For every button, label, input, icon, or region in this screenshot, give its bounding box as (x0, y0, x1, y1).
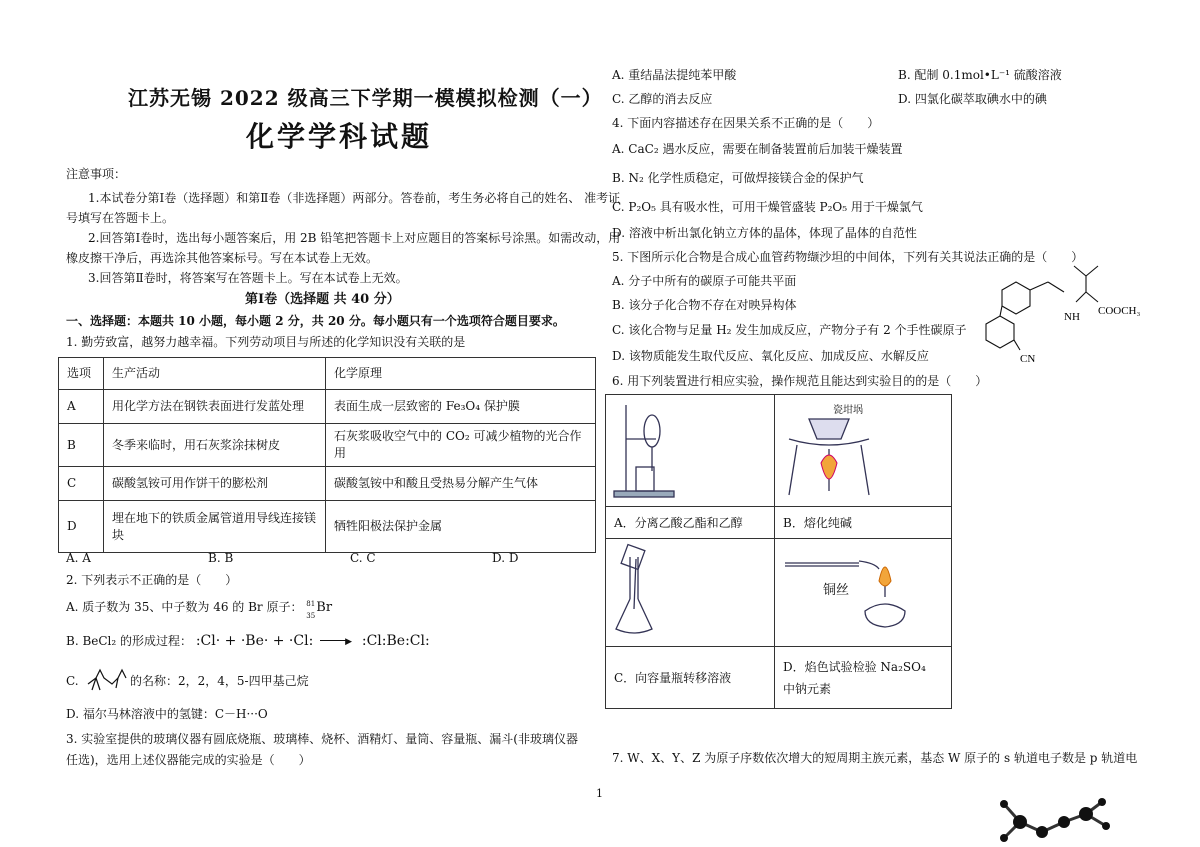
q6-table (605, 394, 952, 709)
q5-option-a: A. 分子中所有的碳原子可能共平面 (612, 274, 797, 288)
q2-a (66, 599, 333, 620)
struct-cn-label: CN (1020, 353, 1036, 365)
q2-stem: 2. 下列表示不正确的是（ ） (66, 573, 238, 587)
element-symbol: Br (316, 599, 333, 615)
q6-option-b: B．熔化纯碱 (775, 507, 952, 539)
table-row (606, 395, 952, 507)
q4-option-b: B. N₂ 化学性质稳定，可做焊接镁合金的保护气 (612, 171, 864, 185)
note-2a: 2.回答第Ⅰ卷时，选出每小题答案后，用 2B 铅笔把答题卡上对应题目的答案标号涂黑。如需改动，用 (88, 231, 621, 245)
volumetric-flask-transfer-icon (606, 539, 774, 643)
q6-option-c: C．向容量瓶转移溶液 (606, 647, 775, 709)
q3-option-d: D. 四氯化碳萃取碘水中的碘 (898, 92, 1047, 106)
table-row (59, 501, 596, 553)
q4-stem: 4. 下面内容描述存在因果关系不正确的是（ ） (612, 116, 880, 130)
table-cell: C (59, 467, 104, 501)
valsartan-intermediate-structure (968, 262, 1158, 368)
separatory-funnel-apparatus-icon (606, 395, 774, 503)
molecule-ball-stick-icon (990, 792, 1130, 846)
note-2b: 橡皮擦干净后，再选涂其他答案标号。写在本试卷上无效。 (66, 251, 379, 265)
q2-b-reactants: :Cl· + ·Be· + ·Cl: (195, 633, 314, 649)
table-cell: 石灰浆吸收空气中的 CO₂ 可减少植物的光合作用 (326, 424, 596, 467)
mass-number: 81 (306, 599, 316, 608)
table-cell: 用化学方法在钢铁表面进行发蓝处理 (104, 390, 326, 424)
table-cell: 埋在地下的铁质金属管道用导线连接镁块 (104, 501, 326, 553)
q6-figure-c (606, 539, 775, 647)
table-header-principle: 化学原理 (326, 358, 596, 390)
q3-option-a: A. 重结晶法提纯苯甲酸 (612, 68, 737, 82)
note-3: 3.回答第Ⅱ卷时，将答案写在答题卡上。写在本试卷上无效。 (88, 271, 408, 285)
exam-subtitle: 化学学科试题 (246, 120, 433, 153)
q5-option-b: B. 该分子化合物不存在对映异构体 (612, 298, 797, 312)
atomic-number: 35 (306, 611, 316, 620)
table-row (59, 390, 596, 424)
q4-option-c: C. P₂O₅ 具有吸水性，可用干燥管盛装 P₂O₅ 用于干燥氯气 (612, 200, 923, 214)
table-row (59, 424, 596, 467)
exam-title: 江苏无锡 2022 级高三下学期一模模拟检测（一） (128, 86, 603, 110)
q6-figure-d (775, 539, 952, 647)
notes-heading: 注意事项： (66, 167, 127, 181)
q4-option-a: A. CaC₂ 遇水反应，需要在制备装置前后加装干燥装置 (612, 142, 903, 156)
struct-ester-label: COOCH₃ (1098, 305, 1141, 317)
bromine-isotope-symbol (306, 599, 333, 620)
q1-option-a: A. A (66, 551, 91, 565)
table-cell: 牺牲阳极法保护金属 (326, 501, 596, 553)
arrow-icon (320, 640, 348, 641)
q4-option-d: D. 溶液中析出氯化钠立方体的晶体，体现了晶体的自范性 (612, 226, 917, 240)
table-cell: 碳酸氢铵可用作饼干的膨松剂 (104, 467, 326, 501)
table-row (606, 539, 952, 647)
q1-table (58, 357, 596, 553)
table-cell: B (59, 424, 104, 467)
table-header-activity: 生产活动 (104, 358, 326, 390)
q3-line2: 任选)，选用上述仪器能完成的实验是（ ） (66, 753, 311, 767)
table-cell: 冬季来临时，用石灰浆涂抹树皮 (104, 424, 326, 467)
flame-test-apparatus-icon (775, 539, 935, 643)
q2-a-text: A. 质子数为 35、中子数为 46 的 Br 原子： (66, 600, 303, 614)
q3-option-b: B. 配制 0.1mol•L⁻¹ 硫酸溶液 (898, 68, 1062, 82)
table-header-option: 选项 (59, 358, 104, 390)
table-cell: 碳酸氢铵中和酸且受热易分解产生气体 (326, 467, 596, 501)
q5-stem: 5. 下图所示化合物是合成心血管药物缬沙坦的中间体，下列有关其说法正确的是（ ） (612, 250, 1084, 264)
note-1a: 1.本试卷分第Ⅰ卷（选择题）和第Ⅱ卷（非选择题）两部分。答卷前，考生务必将自己的姓名、 准考证 (88, 191, 621, 205)
q6-figure-b (775, 395, 952, 507)
note-1b: 号填写在答题卡上。 (66, 211, 175, 225)
table-cell: D (59, 501, 104, 553)
q2-b-text: B. BeCl₂ 的形成过程： (66, 634, 193, 648)
section-instructions: 一、选择题：本题共 10 小题，每小题 2 分，共 20 分。每小题只有一个选项符合题目要求。 (66, 314, 565, 328)
q7-stem: 7. W、X、Y、Z 为原子序数依次增大的短周期主族元素，基态 W 原子的 s 轨道电子数是 p 轨道电 (612, 751, 1138, 765)
q3-line1: 3. 实验室提供的玻璃仪器有圆底烧瓶、玻璃棒、烧杯、酒精灯、量筒、容量瓶、漏斗(非玻璃仪器 (66, 732, 578, 746)
table-row (59, 358, 596, 390)
table-cell: 表面生成一层致密的 Fe₃O₄ 保护膜 (326, 390, 596, 424)
struct-nh-label: NH (1064, 311, 1080, 323)
q2-b (66, 633, 430, 651)
crucible-label: 瓷坩埚 (833, 405, 863, 416)
q6-option-d-line2: 中钠元素 (783, 681, 832, 696)
table-cell: A (59, 390, 104, 424)
section-title: 第Ⅰ卷（选择题 共 40 分） (245, 292, 400, 307)
q1-option-b: B. B (208, 551, 234, 565)
q5-option-d: D. 该物质能发生取代反应、氧化反应、加成反应、水解反应 (612, 349, 929, 363)
table-row (59, 467, 596, 501)
alkane-skeleton-icon (86, 662, 130, 692)
q2-d: D. 福尔马林溶液中的氢键：C－H···O (66, 707, 268, 721)
q1-option-c: C. C (350, 551, 376, 565)
q5-option-c: C. 该化合物与足量 H₂ 发生加成反应，产物分子有 2 个手性碳原子 (612, 323, 967, 337)
q2-c: 的名称：2，2，4，5-四甲基己烷 (130, 674, 309, 688)
q1-option-d: D. D (492, 551, 519, 565)
q1-stem: 1. 勤劳致富，越努力越幸福。下列劳动项目与所述的化学知识没有关联的是 (66, 335, 466, 349)
table-row (606, 507, 952, 539)
q6-stem: 6. 用下列装置进行相应实验，操作规范且能达到实验目的的是（ ） (612, 374, 988, 388)
table-row (606, 647, 952, 709)
q6-figure-a (606, 395, 775, 507)
q6-option-a: A．分离乙酸乙酯和乙醇 (606, 507, 775, 539)
q6-option-d-line1: D．焰色试验检验 Na₂SO₄ (783, 659, 926, 674)
arrowhead-icon: ▶ (345, 637, 353, 647)
q6-option-d (775, 647, 952, 709)
copper-wire-label: 铜丝 (823, 583, 850, 598)
q2-c-label: C. (66, 674, 79, 688)
q3-option-c: C. 乙醇的消去反应 (612, 92, 713, 106)
q2-b-product: :Cl:Be:Cl: (361, 633, 430, 649)
page-number: 1 (596, 787, 603, 800)
